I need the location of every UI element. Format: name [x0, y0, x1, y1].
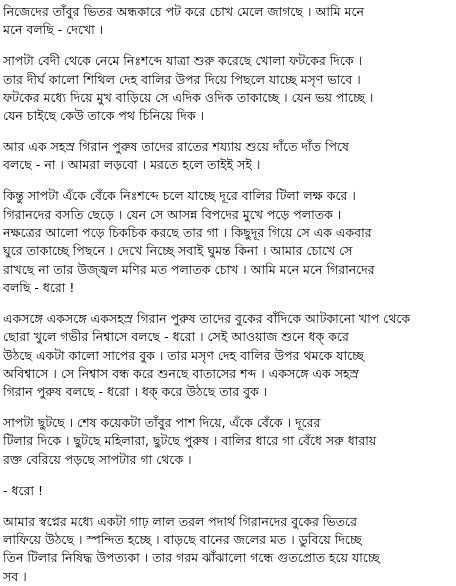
paragraph-8	[3, 513, 454, 586]
text-line: নিজেদের তাঁবুর ভিতর অন্ধকারে পট করে চোখ মেলে জাগছে । আমি মনে	[3, 4, 364, 19]
text-line: সাপটা ছুটছে । শেষ কয়েকটা তাঁবুর পাশ দিয়ে, এঁকে বেঁকে । দূরের	[3, 415, 321, 431]
paragraph-6	[3, 414, 454, 469]
text-line: মনে বলছি - দেখো ।	[3, 22, 104, 38]
text-line: কিন্তু সাপটা এঁকে বেঁকে নিঃশব্দে চলে যাচ্ছে দূরে বালির টিলা লক্ষ করে ।	[3, 188, 356, 204]
text-line: একসঙ্গে একসঙ্গে একসহস্র গিরান পুরুষ তাদের বুকের বাঁদিকে আটকানো খাপ থেকে	[3, 310, 411, 326]
text-line: নক্ষত্রের আলো পড়ে চিকচিক করছে তার গা । কিছুদূর গিয়ে সে এক একবার	[3, 225, 372, 241]
text-line: টিলার দিকে । ছুটছে মহিলারা, ছুটছে পুরুষ । বালির ধারে গা বেঁধে সরু ধারায়	[3, 433, 377, 449]
text-line: - ধরো !	[3, 482, 43, 498]
paragraph-5	[3, 310, 454, 401]
text-line: তার দীর্ঘ কালো শিথিল দেহ বালির উপর দিয়ে পিছলে যাচ্ছে মসৃণ ভাবে ।	[3, 71, 361, 87]
paragraph-2	[3, 52, 454, 125]
paragraph-4	[3, 187, 454, 297]
text-line: বলছি - ধরো !	[3, 279, 75, 295]
paragraph-1	[3, 3, 454, 40]
text-line: গিরানদের বসতি ছেড়ে । যেন সে আসন্ন বিপদের মুখে পড়ে পলাতক ।	[3, 206, 342, 222]
text-line: সাপটা বেদী থেকে নেমে নিঃশব্দে যাত্রা শুরু করেছে খোলা ফটকের দিকে ।	[3, 53, 363, 69]
text-line: বলছে - না । আমরা লড়বো । মরতে হলে তাইই সই ।	[3, 157, 261, 173]
text-line: লাফিয়ে উঠছে । স্পন্দিত হচ্ছে । বাড়ছে বানের জলের মত । ডুবিয়ে দিচ্ছে	[3, 531, 362, 547]
text-line: আর এক সহস্র গিরান পুরুষ তাদের রাতের শয্যায় শুয়ে দাঁতে দাঁত পিষে	[3, 139, 349, 155]
text-line: আমার স্বপ্নের মধ্যে একটা গাঢ় লাল তরল পদার্থ গিরানদের বুকের ভিতরে	[3, 513, 357, 529]
text-line: রাখছে না তার উজ্জ্বল মণির মত পলাতক চোখ । আমি মনে মনে গিরানদের	[3, 261, 375, 277]
text-line: তিন টিলার নিষিদ্ধ উপত্যকা । তার গরম ঝাঁঝালো গন্ধে গুতপ্রোত হয়ে যাচ্ছে	[3, 550, 380, 566]
text-line: ঘুরে তাকাচ্ছে পিছনে । দেখে নিচ্ছে সবাই ঘুমন্ত কিনা । আমার চোখে সে	[3, 243, 353, 259]
text-line: অবিশ্বাসে । সে নিশ্বাস বন্ধ করে শুনছে বাতাসের শব্দ । একসঙ্গে এক সহস্র	[3, 365, 359, 381]
text-line: ফটকের মধ্যে দিয়ে মুখ বাড়িয়ে সে এদিক ওদিক তাকাচ্ছে । যেন ভয় পাচ্ছে ।	[3, 89, 374, 105]
text-line: উঠছে একটা কালো সাপের বুক । তার মসৃণ দেহ বালির উপর থমকে যাচ্ছে	[3, 347, 364, 363]
text-line: যেন চাইছে কেউ তাকে পথ চিনিয়ে দিক ।	[3, 108, 205, 124]
text-line: সব ।	[3, 568, 27, 584]
paragraph-7	[3, 482, 454, 500]
text-line: গিরান পুরুষ বলছে - ধরো । ধক্ করে উঠছে তার বুক ।	[3, 384, 268, 400]
text-line: ছোরা খুলে গভীর নিশ্বাসে বলছে - ধরো । সেই আওয়াজ শুনে ধক্ করে	[3, 329, 349, 345]
text-line: রক্ত বেরিয়ে পড়ছে সাপটার গা থেকে ।	[3, 451, 192, 467]
paragraph-3	[3, 138, 454, 175]
